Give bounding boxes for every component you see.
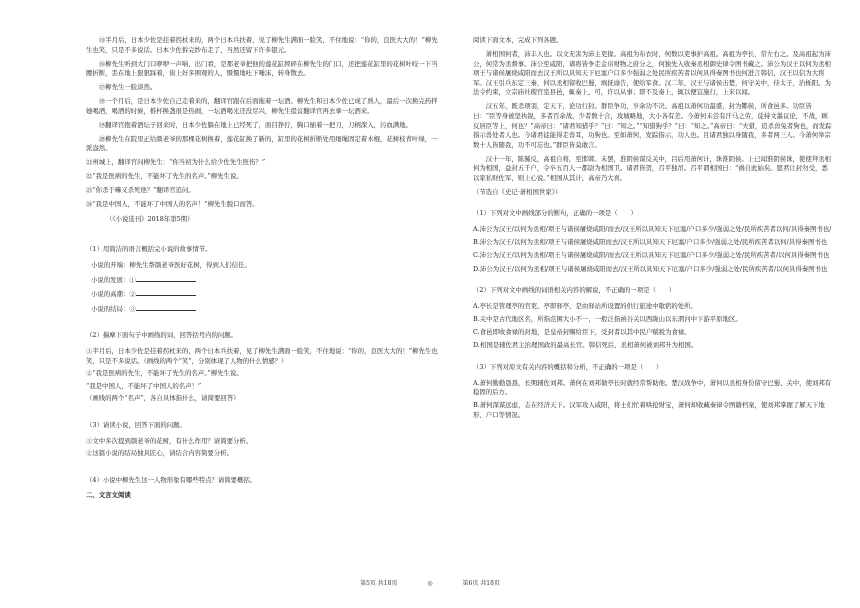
cq2-option-a[interactable]: A.亭长是管理亭的官吏。亭即驿亭，是由驿站所设置的供行旅途中歇宿的处所。 xyxy=(473,301,697,310)
question-1-development: 小说的发展：① xyxy=(86,274,441,286)
page-footer xyxy=(0,578,860,587)
answer-blank[interactable] xyxy=(136,303,196,311)
story-paragraph-19: ⑲翻译官抱着酒坛子回来时，日本少佐躺在地上已经死了，面目狰狞，胸口插着一把刀，刀柄深入，污血满地。 xyxy=(98,120,412,129)
question-1-intro: 小说的开端：柳先生帮颜老爷医好花树，得到人们信任。 xyxy=(91,261,251,270)
cq2-option-c[interactable]: C.食邑即收食禄的封地，是皇帝封赐给臣下，受封者以其中民户赋税为食禄。 xyxy=(473,328,691,337)
classical-paragraph-2: 汉五年，既杀项羽，定天下，论功行封。群臣争功，岁余功不决。高祖以萧何功最盛，封为酂侯，所食邑多。功臣皆曰：“臣等身被坚执锐，多者百余战，少者数十合，攻城略地，大小各有差。今萧何未尝有汗马之劳，徒持文墨议论，不战，顾反居臣等上，何也？”高帝曰：“诸君知猎乎？”曰：“知之。”“知猎狗乎？”曰：“知之。”高帝曰：“夫猎，追杀兽兔者狗也，而发踪指示兽处者人也。今诸君徒能得走兽耳，功狗也。至如萧何，发踪指示，功人也。且诸君独以身随我，多者两三人。今萧何举宗数十人皆随我，功不可忘也。”群臣皆莫敢言。 xyxy=(473,102,832,149)
question-3-title: （3）请读小说，回答下面的问题。 xyxy=(86,420,186,429)
right-column xyxy=(473,36,834,424)
cq1-option-d[interactable]: D.沛公为汉王/以何为丞相/项王与诸侯屠烧咸阳而去/汉王所以具知天下厄塞/户口多少/强弱之处/民所疾苦者/以何具得秦图书也 xyxy=(473,264,828,273)
story-paragraph-20: ⑳柳先生在院里正给颜老爷的那棵花树换着，莲花缸换了新的，缸里的花树折断处用细绳固定着木棍，花树枝青叶绿，一派盎然。 xyxy=(86,134,438,153)
question-3-item-1: ①文中多次提到颜老爷的花树，有什么作用？请简要分析。 xyxy=(86,436,253,445)
reading-intro: 阅读下面文本，完成下列各题。 xyxy=(473,36,563,44)
story-paragraph-21: ㉑州城上，翻译官问柳先生：“你当初为什么给少佐先生医伤？” xyxy=(86,158,266,167)
question-1-climax: 小说的高潮：② xyxy=(86,288,441,300)
classical-source: （节选自《史记·萧相国世家》） xyxy=(473,187,562,196)
question-2-title: （2）揣摩下面句子中画线的词，回答括号内的问题。 xyxy=(86,331,238,340)
story-paragraph-22: ㉒“我是医病的先生，不能坏了先生的名声。”柳先生说。 xyxy=(86,172,243,181)
story-paragraph-17: ⑰柳先生一脸淡然。 xyxy=(98,83,157,92)
cq3-title: （3）下列对原文有关内容的概括和分析，不正确的一项是（ ） xyxy=(473,362,663,371)
cq3-option-a[interactable]: A.萧何勤勤恳恳，长期辅佐刘邦。萧何在刘邦做亭长时就经常帮助他。楚汉战争中，萧何以丞相身份留守巴蜀、关中，使刘邦有稳固的后方。 xyxy=(473,378,832,397)
question-3-item-2: ②这篇小说的结局独具匠心，请结合内容简要分析。 xyxy=(86,449,233,458)
story-paragraph-18: ⑱一个月后，是日本少佐自己走着来的，翻译官跟在后面拖着一坛酒。柳先生和日本少佐已成了熟人，最后一次换完药拌她喝酒，喝酒的时候，推杯换盏很是热闹，一坛酒喝光还没尽兴，柳先生提议翻译官再去拿一坛酒来。 xyxy=(86,97,438,115)
question-2-line-3: “我是中国人，不能坏了中国人的名声！” xyxy=(86,381,202,390)
cq1-option-a[interactable]: A.沛公为汉王/以何为丞相/项王与诸侯屠烧咸阳/而去/汉王所以具知天下厄塞/户口多少/强弱之处/民所疾苦者以何/具得秦图书也/ xyxy=(473,225,832,234)
cq1-title: （1）下列对文中画线部分的断句，正确的一项是（ ） xyxy=(473,209,637,218)
story-paragraph-15: ⑮半月后，日本少佐是挂着拐杖来的，两个日本兵扶着，见了柳先生满面一脸笑，不住地说：“你的，良医大大的！”柳先生也笑，只是不多说话。日本少佐拆完纱布走了，当然还留下许多银元。 xyxy=(86,36,438,54)
answer-blank[interactable] xyxy=(136,274,196,282)
cq1-option-c[interactable]: C.沛公为汉王/以何为丞相/项王与诸侯屠烧咸阳/而去/汉王所以具知天下厄塞/户口多少/强弱之处/民所疾苦者/以何具得秦图书也 xyxy=(473,251,830,260)
story-paragraph-24: ㉔“我是中国人，不能坏了中国人的名声！”柳先生脱口而答。 xyxy=(86,200,259,209)
question-1-ending: 小说的结局：③ xyxy=(86,303,441,315)
classical-paragraph-1: 萧相国何者，沛丰人也。以文无害为沛主吏掾。高祖为布衣时，何数以吏事护高祖。高祖为亭长，常左右之。及高祖起为沛公，何常为丞督事。沛公至咸阳，诸将皆争走金帛财物之府分之，何独先入收秦丞相御史律令图书藏之。沛公为汉王以何为丞相项王与诸侯屠烧咸阳而去汉王所以具知天下厄塞户口多少强弱之处民所疾苦者以何具得秦图书也何进言韩信，汉王以信为大将军。汉王引兵东定三秦，何以丞相留收巴蜀，填抚谕告，使给军食。汉二年，汉王与诸侯击楚，何守关中，侍太子，治栎阳。为法令约束，立宗庙社稷宫室县邑，辄奏上，可，许以从事；即不及奏上，辄以便宜施行，上来以闻。 xyxy=(473,49,831,97)
left-page-number: 第5页 共18页 xyxy=(360,580,398,587)
cq2-title: （2）下列对文中画线的词语相关内容的解说，不正确的一项是（ ） xyxy=(473,286,676,295)
cq2-option-b[interactable]: B.关中是古代地区名，所指范围大小不一，一般泛指函谷关以西陇山以东渭河中下游平原地区。 xyxy=(473,315,742,323)
question-4-title: （4）小说中柳先生这一人物形象有哪些特点？请简要概括。 xyxy=(86,475,257,484)
cq3-option-b[interactable]: B.萧何深谋远虑，志在经济天下。汉军攻入咸阳，将士们忙着哄抢财宝，萧何却收藏秦律令图籍档案，使刘邦掌握了解天下地形、户口等情况。 xyxy=(473,401,825,419)
right-page-number: 第6页 共18页 xyxy=(462,580,500,587)
classical-paragraph-3: 汉十一年，陈豨反，高祖自将，至邯郸。未罢，淮阴侯谋反关中，吕后用萧何计，诛淮阴侯。上已闻淮阴侯诛，使使拜丞相何为相国，益封五千户，令卒五百人一都尉为相国卫。诸君皆贺，召平独吊。召平谓相国曰：“祸自此始矣。愿君让封勿受，悉以家私财佐军，则上心说。”相国从其计，高帝乃大喜。 xyxy=(473,154,831,182)
answer-blank[interactable] xyxy=(136,288,196,296)
question-2-line-2: ②“我是医病的先生，不能坏了先生的名声。”柳先生说。 xyxy=(86,369,243,378)
left-column xyxy=(86,36,441,505)
story-source: （《小说选刊》2018年第5期） xyxy=(106,214,194,223)
cq2-option-d[interactable]: D.相国是辅佐君主治理国政的最高长官。韩信死后，丞相萧何被刘邦升为相国。 xyxy=(473,341,698,350)
section-heading: 二、文言文阅读 xyxy=(86,491,131,500)
story-paragraph-23: ㉓“你杀于嘛又杀死他？”翻译官追问。 xyxy=(86,186,195,195)
story-paragraph-16: ⑯柳先生听到大门口咿咿一声响，出门看，是那老爷把他的莲花缸摔碎在柳先生的门口，还把莲花缸里的花树叶咬一下当腰折断，丢在地上狠狠踩着，街上好多围观的人，慑慑地吐下唾沫，转身散去。 xyxy=(86,59,438,78)
question-1-title: （1）用简洁的语言概括完小说的故事情节。 xyxy=(86,245,212,254)
question-2-line-1: ①半月后，日本少佐是挂着拐杖来的，两个日本兵扶着，见了柳先生满面一脸笑，不住地说：“你的，良医大大的！”柳先生也笑，只是不多说话。（画线的两个“笑”，分别体现了人物的什么情感？） xyxy=(86,346,438,365)
footer-separator: ◎ xyxy=(427,580,433,587)
question-2-line-4: （画线的两个“名声”，各自具体指什么，请简要回答） xyxy=(86,394,240,403)
cq1-option-b[interactable]: B.沛公为汉王/以何为丞相/项王与诸侯屠烧咸阳而去/汉王所以具知天下厄塞/户口多少/强弱之处/民所疾苦者以何/具得秦图书也 xyxy=(473,238,828,247)
